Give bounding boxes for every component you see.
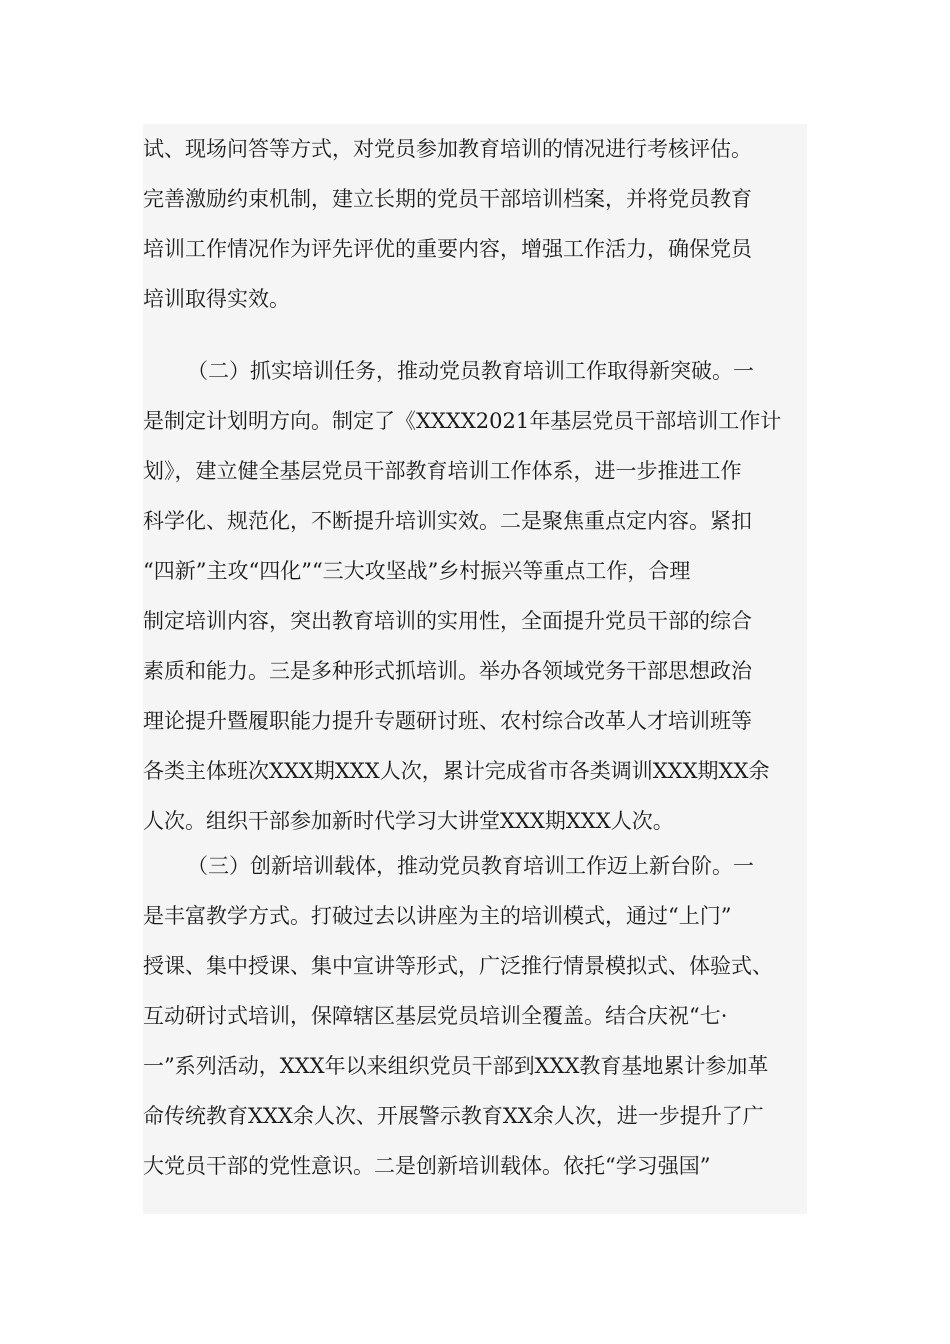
text-line: 划》，建立健全基层党员干部教育培训工作体系，进一步推进工作 [143,459,742,483]
text-line: 培训取得实效。 [143,287,290,311]
text-line: 一”系列活动，XXX年以来组织党员干部到XXX教育基地累计参加革 [143,1054,769,1078]
text-line: 大党员干部的党性意识。二是创新培训载体。依托“学习强国” [143,1154,711,1178]
text-line: 各类主体班次XXX期XXX人次，累计完成省市各类调训XXX期XX余 [143,759,770,783]
text-line: 完善激励约束机制，建立长期的党员干部培训档案，并将党员教育 [143,187,752,211]
text-line: 理论提升暨履职能力提升专题研讨班、农村综合改革人才培训班等 [143,709,752,733]
paragraph-2 [143,346,807,846]
text-line: 授课、集中授课、集中宣讲等形式，广泛推行情景模拟式、体验式、 [143,954,773,978]
text-line: 科学化、规范化，不断提升培训实效。二是聚焦重点定内容。紧扣 [143,509,752,533]
text-line: 试、现场问答等方式，对党员参加教育培训的情况进行考核评估。 [143,137,752,161]
paragraph-3 [143,841,807,1191]
paragraph-1 [143,124,807,324]
text-line: 培训工作情况作为评先评优的重要内容，增强工作活力，确保党员 [143,237,752,261]
text-line: （三）创新培训载体，推动党员教育培训工作迈上新台阶。一 [187,854,754,878]
text-line: 素质和能力。三是多种形式抓培训。举办各领域党务干部思想政治 [143,659,752,683]
text-line: 人次。组织干部参加新时代学习大讲堂XXX期XXX人次。 [143,809,674,833]
document-page [143,124,807,1214]
text-line: 命传统教育XXX余人次、开展警示教育XX余人次，进一步提升了广 [143,1104,764,1128]
text-line: “四新”主攻“四化”“三大攻坚战”乡村振兴等重点工作，合理 [143,559,691,583]
text-line: 是丰富教学方式。打破过去以讲座为主的培训模式，通过“上门” [143,904,732,928]
text-line: 是制定计划明方向。制定了《XXXX2021年基层党员干部培训工作计 [143,409,782,433]
text-line: 制定培训内容，突出教育培训的实用性，全面提升党员干部的综合 [143,609,752,633]
text-line: （二）抓实培训任务，推动党员教育培训工作取得新突破。一 [187,359,754,383]
text-line: 互动研讨式培训，保障辖区基层党员培训全覆盖。结合庆祝“七· [143,1004,728,1028]
